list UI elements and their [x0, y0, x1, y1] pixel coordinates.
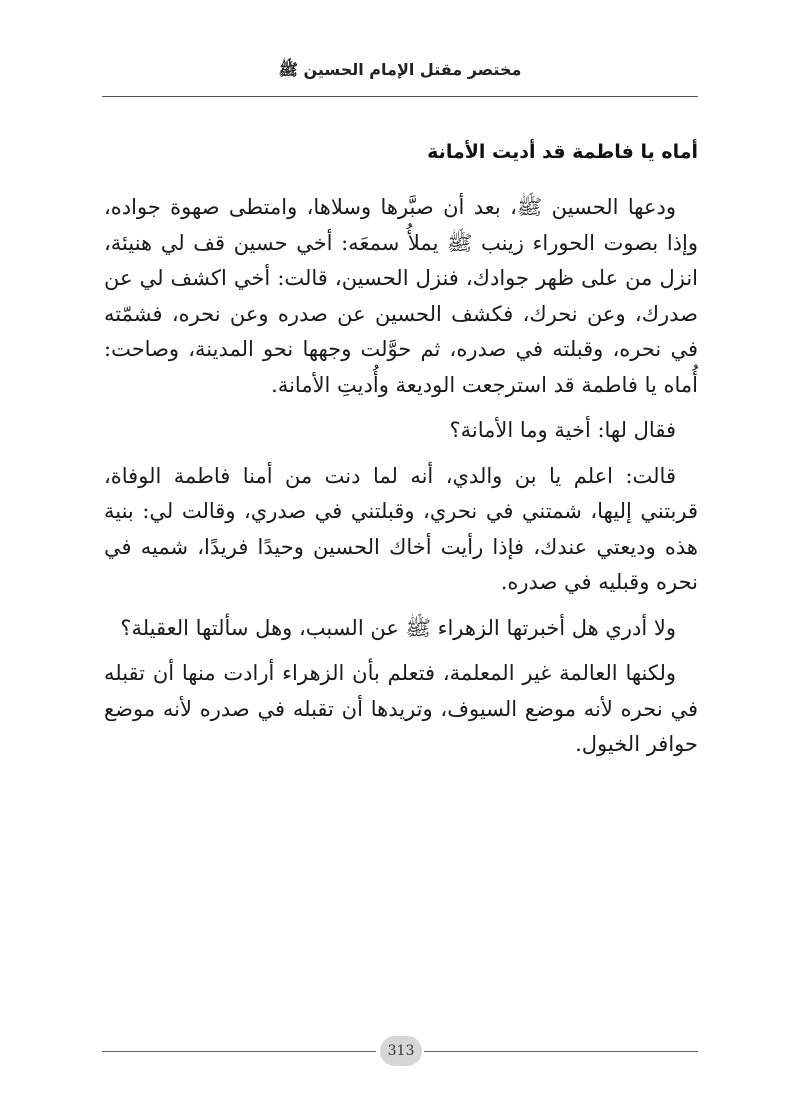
- paragraph-1: ودعها الحسين ﷺ، بعد أن صبَّرها وسلاها، وامتطى صهوة جواده، وإذا بصوت الحوراء زينب ﷺ يملأُ سمعَه: أخي حسين قف لي هنيئة، انزل من على ظهر جوادك، فنزل الحسين، قالت: أخي اكشف لي عن صدرك، وعن نحرك، فكشف الحسين عن صدره وعن نحره، فشمّته في نحره، وقبلته في صدره، ثم حوَّلت وجهها نحو المدينة، وصاحت: أُماه يا فاطمة قد استرجعت الوديعة وأُديتِ الأمانة.: [104, 195, 698, 397]
- footer-rule-right: [424, 1051, 698, 1052]
- paragraph-3: قالت: اعلم يا بن والدي، أنه لما دنت من أمنا فاطمة الوفاة، قربتني إليها، شمتني في نحري، وقبلتني في صدري، وقالت لي: بنية هذه وديعتي عندك، فإذا رأيت أخاك الحسين وحيدًا فريدًا، شميه في نحره وقبليه في صدره.: [104, 463, 698, 594]
- page-number: 313: [380, 1036, 422, 1066]
- footer-rule-left: [102, 1051, 376, 1052]
- paragraph-4: ولا أدري هل أخبرتها الزهراء ﷺ عن السبب، وهل سألتها العقيلة؟: [120, 615, 676, 640]
- section-heading: أماه يا فاطمة قد أديت الأمانة: [427, 141, 698, 163]
- running-header: مختصر مقتل الإمام الحسين ﷺ: [278, 60, 522, 79]
- header-rule: [102, 96, 698, 97]
- paragraph-2: فقال لها: أخية وما الأمانة؟: [449, 418, 676, 442]
- paragraph-5: ولكنها العالمة غير المعلمة، فتعلم بأن الزهراء أرادت منها أن تقبله في نحره لأنه موضع السيوف، وتريدها أن تقبله في صدره لأنه موضع حوافر الخيول.: [104, 661, 698, 756]
- body-text: [104, 190, 698, 773]
